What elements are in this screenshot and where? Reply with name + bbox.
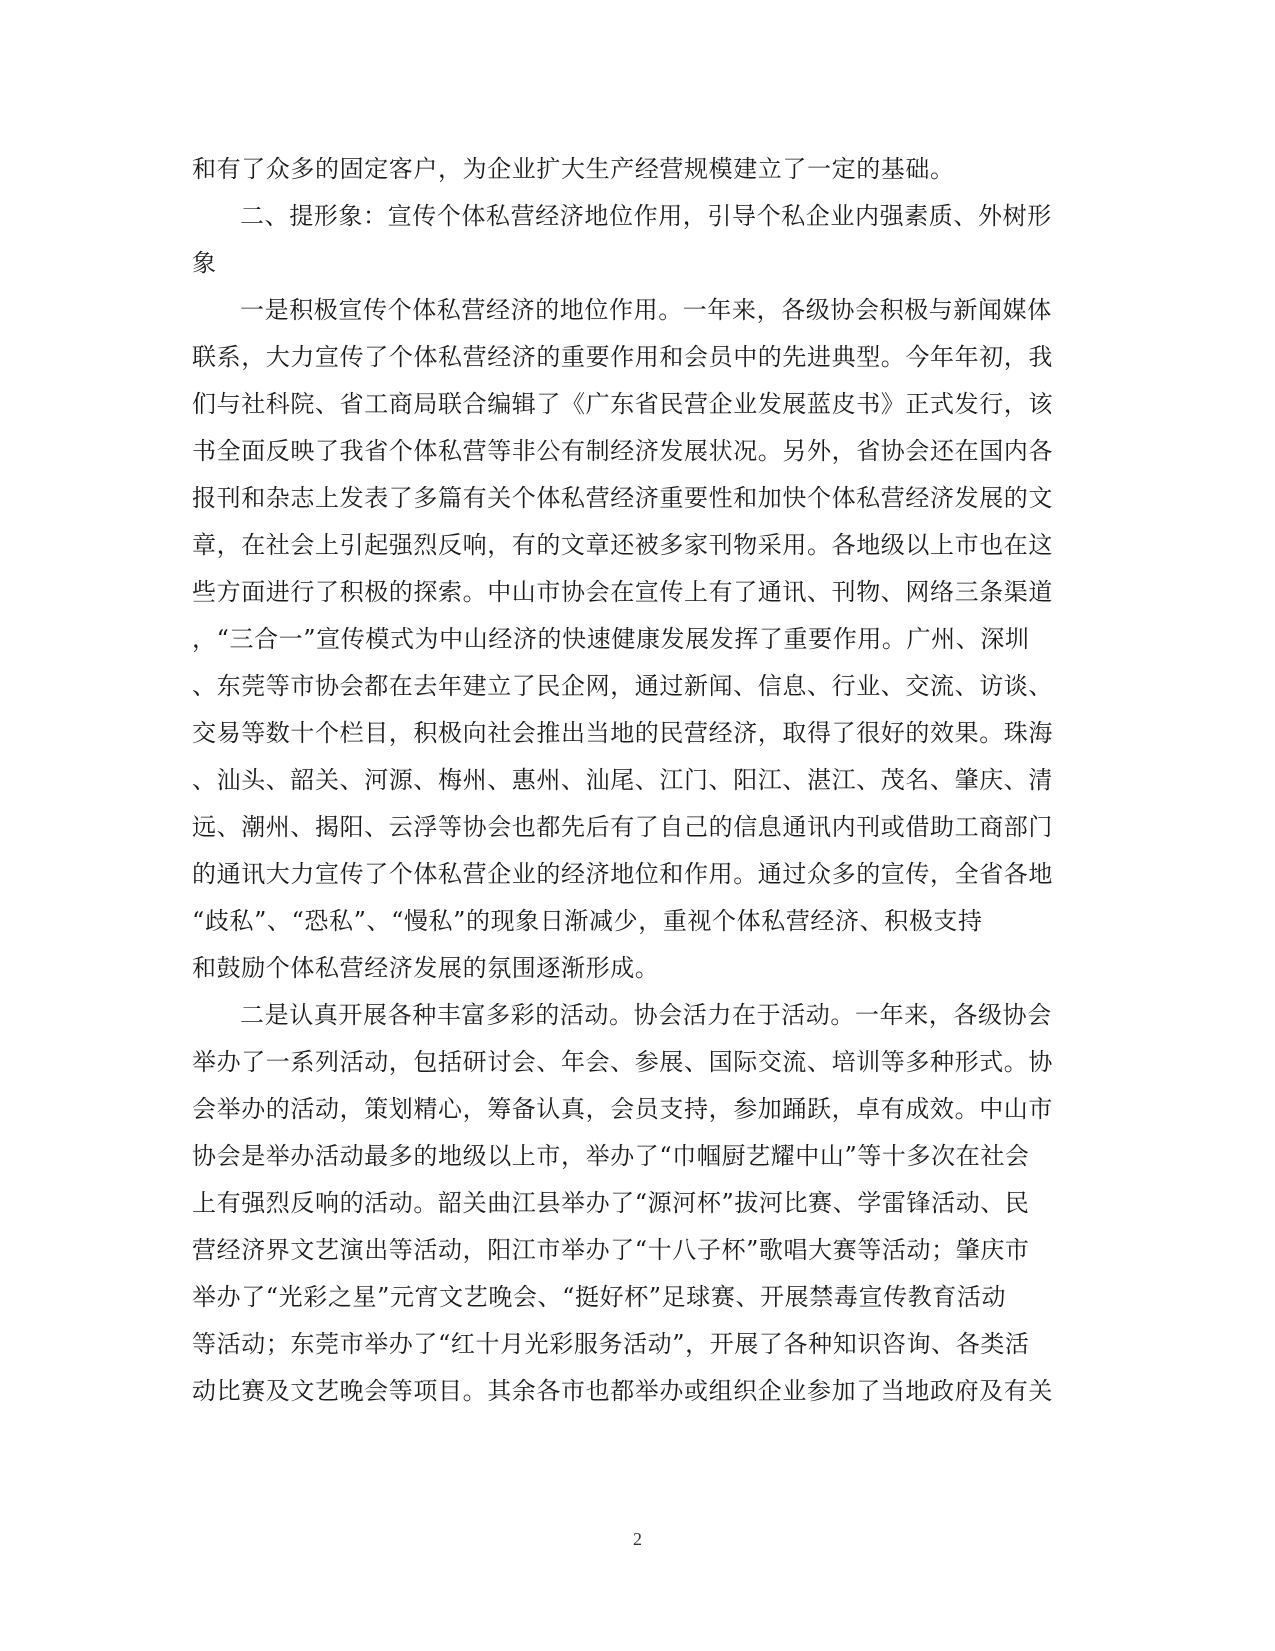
text-line: 们与社科院、省工商局联合编辑了《广东省民营企业发展蓝皮书》正式发行，该 <box>192 390 1053 418</box>
text-line: 协会是举办活动最多的地级以上市，举办了“巾帼厨艺耀中山”等十多次在社会 <box>192 1142 1030 1170</box>
text-line: 营经济界文艺演出等活动，阳江市举办了“十八子杯”歌唱大赛等活动；肇庆市 <box>192 1236 1030 1264</box>
text-line: 章，在社会上引起强烈反响，有的文章还被多家刊物采用。各地级以上市也在这 <box>192 531 1053 559</box>
text-line: 举办了一系列活动，包括研讨会、年会、参展、国际交流、培训等多种形式。协 <box>192 1048 1053 1076</box>
text-line: “歧私”、“恐私”、“慢私”的现象日渐减少，重视个体私营经济、积极支持 <box>192 907 983 935</box>
text-line: 交易等数十个栏目，积极向社会推出当地的民营经济，取得了很好的效果。珠海 <box>192 719 1053 747</box>
paragraph-start: 二是认真开展各种丰富多彩的活动。协会活力在于活动。一年来，各级协会 <box>240 1001 1052 1029</box>
text-line: 、汕头、韶关、河源、梅州、惠州、汕尾、江门、阳江、湛江、茂名、肇庆、清 <box>192 766 1053 794</box>
text-line: 书全面反映了我省个体私营等非公有制经济发展状况。另外，省协会还在国内各 <box>192 437 1053 465</box>
text-line: 联系，大力宣传了个体私营经济的重要作用和会员中的先进典型。今年年初，我 <box>192 343 1053 371</box>
text-line: 举办了“光彩之星”元宵文艺晚会、“挺好杯”足球赛、开展禁毒宣传教育活动 <box>192 1283 1007 1311</box>
text-line: ，“三合一”宣传模式为中山经济的快速健康发展发挥了重要作用。广州、深圳 <box>192 625 1030 653</box>
text-line: 、东莞等市协会都在去年建立了民企网，通过新闻、信息、行业、交流、访谈、 <box>192 672 1053 700</box>
paragraph-start: 一是积极宣传个体私营经济的地位作用。一年来，各级协会积极与新闻媒体 <box>240 296 1052 324</box>
text-line: 的通讯大力宣传了个体私营企业的经济地位和作用。通过众多的宣传，全省各地 <box>192 860 1053 888</box>
section-heading: 二、提形象：宣传个体私营经济地位作用，引导个私企业内强素质、外树形 <box>240 202 1052 230</box>
text-line: 上有强烈反响的活动。韶关曲江县举办了“源河杯”拔河比赛、学雷锋活动、民 <box>192 1189 1030 1217</box>
text-line: 和鼓励个体私营经济发展的氛围逐渐形成。 <box>192 954 660 982</box>
text-line: 会举办的活动，策划精心，筹备认真，会员支持，参加踊跃，卓有成效。中山市 <box>192 1095 1053 1123</box>
text-line: 动比赛及文艺晚会等项目。其余各市也都举办或组织企业参加了当地政府及有关 <box>192 1377 1053 1405</box>
page-number: 2 <box>633 1529 642 1549</box>
text-line: 等活动；东莞市举办了“红十月光彩服务活动”，开展了各种知识咨询、各类活 <box>192 1330 1030 1358</box>
text-line: 和有了众多的固定客户，为企业扩大生产经营规模建立了一定的基础。 <box>192 155 955 183</box>
text-line: 报刊和杂志上发表了多篇有关个体私营经济重要性和加快个体私营经济发展的文 <box>192 484 1053 512</box>
section-heading-continuation: 象 <box>192 249 217 277</box>
text-line: 远、潮州、揭阳、云浮等协会也都先后有了自己的信息通讯内刊或借助工商部门 <box>192 813 1053 841</box>
text-line: 些方面进行了积极的探索。中山市协会在宣传上有了通讯、刊物、网络三条渠道 <box>192 578 1053 606</box>
